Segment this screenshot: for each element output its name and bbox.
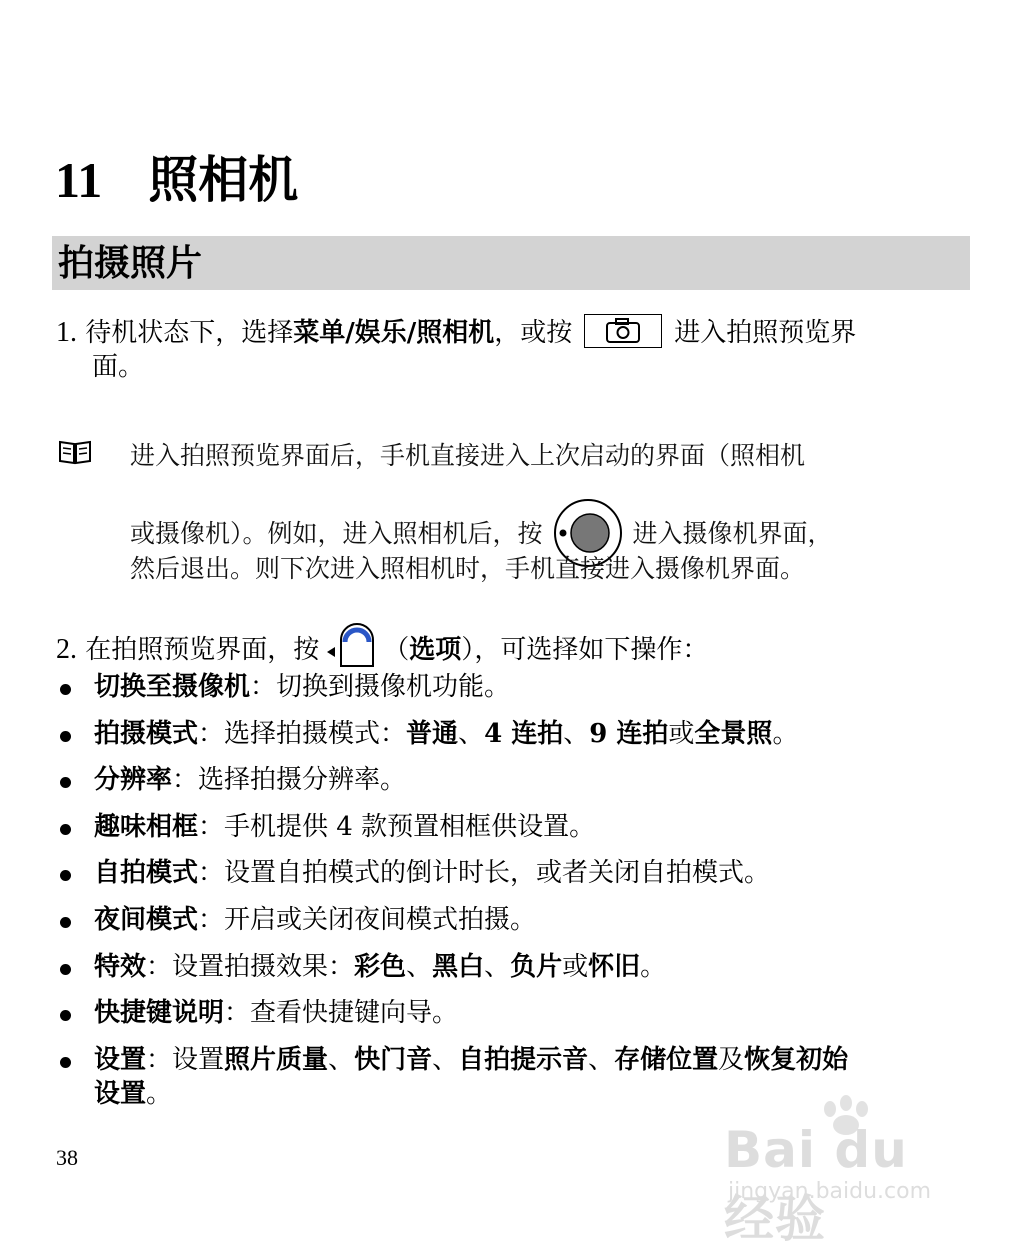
menu-path: 菜单/娱乐/照相机 — [293, 318, 495, 348]
chapter-title: 照相机 — [148, 151, 299, 209]
list-item: 快捷键说明：查看快捷键向导。 — [56, 996, 968, 1030]
bullet-icon — [60, 824, 71, 835]
bullet-icon — [60, 917, 71, 928]
section-title: 拍摄照片 — [58, 243, 203, 284]
note-book-icon — [58, 439, 92, 472]
bullet-icon — [60, 1010, 71, 1021]
step-2: 2. 在拍照预览界面，按 （选项），可选择如下操作： — [56, 622, 968, 672]
list-item: 特效：设置拍摄效果：彩色、黑白、负片或怀旧。 — [56, 950, 968, 984]
watermark-url: jingyan.baidu.com — [728, 1179, 932, 1204]
note-line: 或摄像机）。例如，进入照相机后，按 进入摄像机界面， — [130, 498, 970, 568]
list-item: 设置：设置照片质量、快门音、自拍提示音、存储位置及恢复初始 设置。 — [56, 1043, 968, 1111]
bullet-icon — [60, 731, 71, 742]
list-item: 夜间模式：开启或关闭夜间模式拍摄。 — [56, 903, 968, 937]
list-item: 分辨率：选择拍摄分辨率。 — [56, 763, 968, 797]
bullet-icon — [60, 870, 71, 881]
list-item: 趣味相框：手机提供 4 款预置相框供设置。 — [56, 810, 968, 844]
list-item: 自拍模式：设置自拍模式的倒计时长，或者关闭自拍模式。 — [56, 856, 968, 890]
list-item: 拍摄模式：选择拍摄模式：普通、4 连拍、9 连拍或全景照。 — [56, 717, 968, 751]
camera-key-icon — [584, 314, 662, 348]
option-label: 选项 — [409, 635, 462, 665]
step-1: 1. 待机状态下，选择菜单/娱乐/照相机，或按 进入拍照预览界 面。 — [56, 314, 968, 384]
bullet-icon — [60, 1057, 71, 1068]
step-number: 2. — [56, 634, 77, 665]
list-item: 切换至摄像机：切换到摄像机功能。 — [56, 670, 968, 704]
step-number: 1. — [56, 317, 77, 348]
note-line: 进入拍照预览界面后，手机直接进入上次启动的界面（照相机 — [130, 441, 806, 470]
bullet-icon — [60, 964, 71, 975]
left-softkey-icon — [323, 622, 377, 672]
bullet-icon — [60, 684, 71, 695]
option-list — [56, 670, 968, 1123]
page-number: 38 — [56, 1145, 78, 1170]
note-line: 然后退出。则下次进入照相机时，手机直接进入摄像机界面。 — [130, 554, 806, 583]
watermark-main: Bai du 经验 — [724, 1121, 908, 1248]
chapter-heading — [55, 140, 298, 212]
chapter-number: 11 — [55, 152, 103, 208]
bullet-icon — [60, 777, 71, 788]
baidu-watermark — [724, 1095, 964, 1248]
